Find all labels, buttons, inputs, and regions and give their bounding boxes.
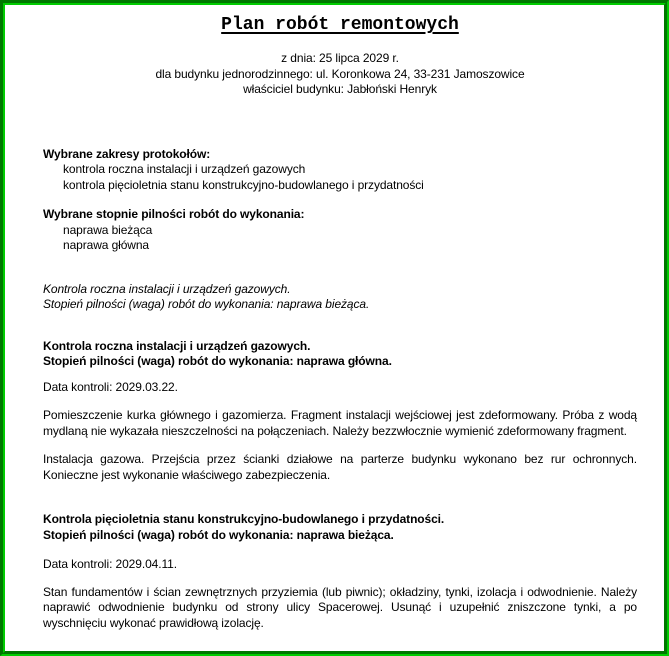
protocol-summary-note <box>43 282 637 313</box>
report-subtitle <box>43 51 637 98</box>
inspection-date: Data kontroli: 2029.03.22. <box>43 379 178 394</box>
report-owner-line: właściciel budynku: Jabłoński Henryk <box>243 82 437 96</box>
report-date-line: z dnia: 25 lipca 2029 r. <box>281 51 399 65</box>
protocol-section <box>43 512 637 631</box>
protocol-heading-line: Stopień pilności (waga) robót do wykonania: naprawa główna. <box>43 354 392 368</box>
selected-urgencies-heading: Wybrane stopnie pilności robót do wykonania: <box>43 207 305 221</box>
protocol-section <box>43 339 637 484</box>
protocol-section-heading <box>43 512 637 543</box>
urgency-item: naprawa główna <box>63 238 149 252</box>
selected-scopes-list <box>43 162 637 193</box>
protocol-section-heading <box>43 339 637 370</box>
protocol-summary-line: Kontrola roczna instalacji i urządzeń gazowych. <box>43 281 291 296</box>
finding-paragraph: Stan fundamentów i ścian zewnętrznych przyziemia (lub piwnic); okładziny, tynki, izolacja i odwodnienie. Należy naprawić odwodnienie budynku od strony ulicy Spacerowej. Usunąć i uzupełnić zniszczone tynki, a po wyschnięciu wykonać prawidłową izolację. <box>43 584 637 630</box>
finding-paragraph: Pomieszczenie kurka głównego i gazomierza. Fragment instalacji wejściowej jest zdeformowany. Próba z wodą mydlaną nie wykazała nieszczelności na połączeniach. Należy bezzwłocznie wymienić zdeformowany fragment. <box>43 408 637 438</box>
selected-urgencies-list <box>43 223 637 254</box>
protocol-summary-line: Stopień pilności (waga) robót do wykonania: naprawa bieżąca. <box>43 297 370 311</box>
report-title: Plan robót remontowych <box>221 15 459 35</box>
report-building-line: dla budynku jednorodzinnego: ul. Koronkowa 24, 33-231 Jamoszowice <box>155 66 525 81</box>
protocol-heading-line: Stopień pilności (waga) robót do wykonania: naprawa bieżąca. <box>43 527 394 542</box>
scope-item: kontrola pięcioletnia stanu konstrukcyjno-budowlanego i przydatności <box>63 177 424 192</box>
urgency-item: naprawa bieżąca <box>63 222 153 237</box>
inspection-date: Data kontroli: 2029.04.11. <box>43 557 177 571</box>
selected-scopes-heading: Wybrane zakresy protokołów: <box>43 146 211 161</box>
protocol-heading-line: Kontrola pięcioletnia stanu konstrukcyjno-budowlanego i przydatności. <box>43 512 445 526</box>
finding-paragraph: Instalacja gazowa. Przejścia przez ścianki działowe na parterze budynku wykonano bez rur ochronnych. Konieczne jest wykonanie właściwego zabezpieczenia. <box>43 452 637 482</box>
scope-item: kontrola roczna instalacji i urządzeń gazowych <box>63 162 306 176</box>
protocol-heading-line: Kontrola roczna instalacji i urządzeń gazowych. <box>43 338 311 353</box>
